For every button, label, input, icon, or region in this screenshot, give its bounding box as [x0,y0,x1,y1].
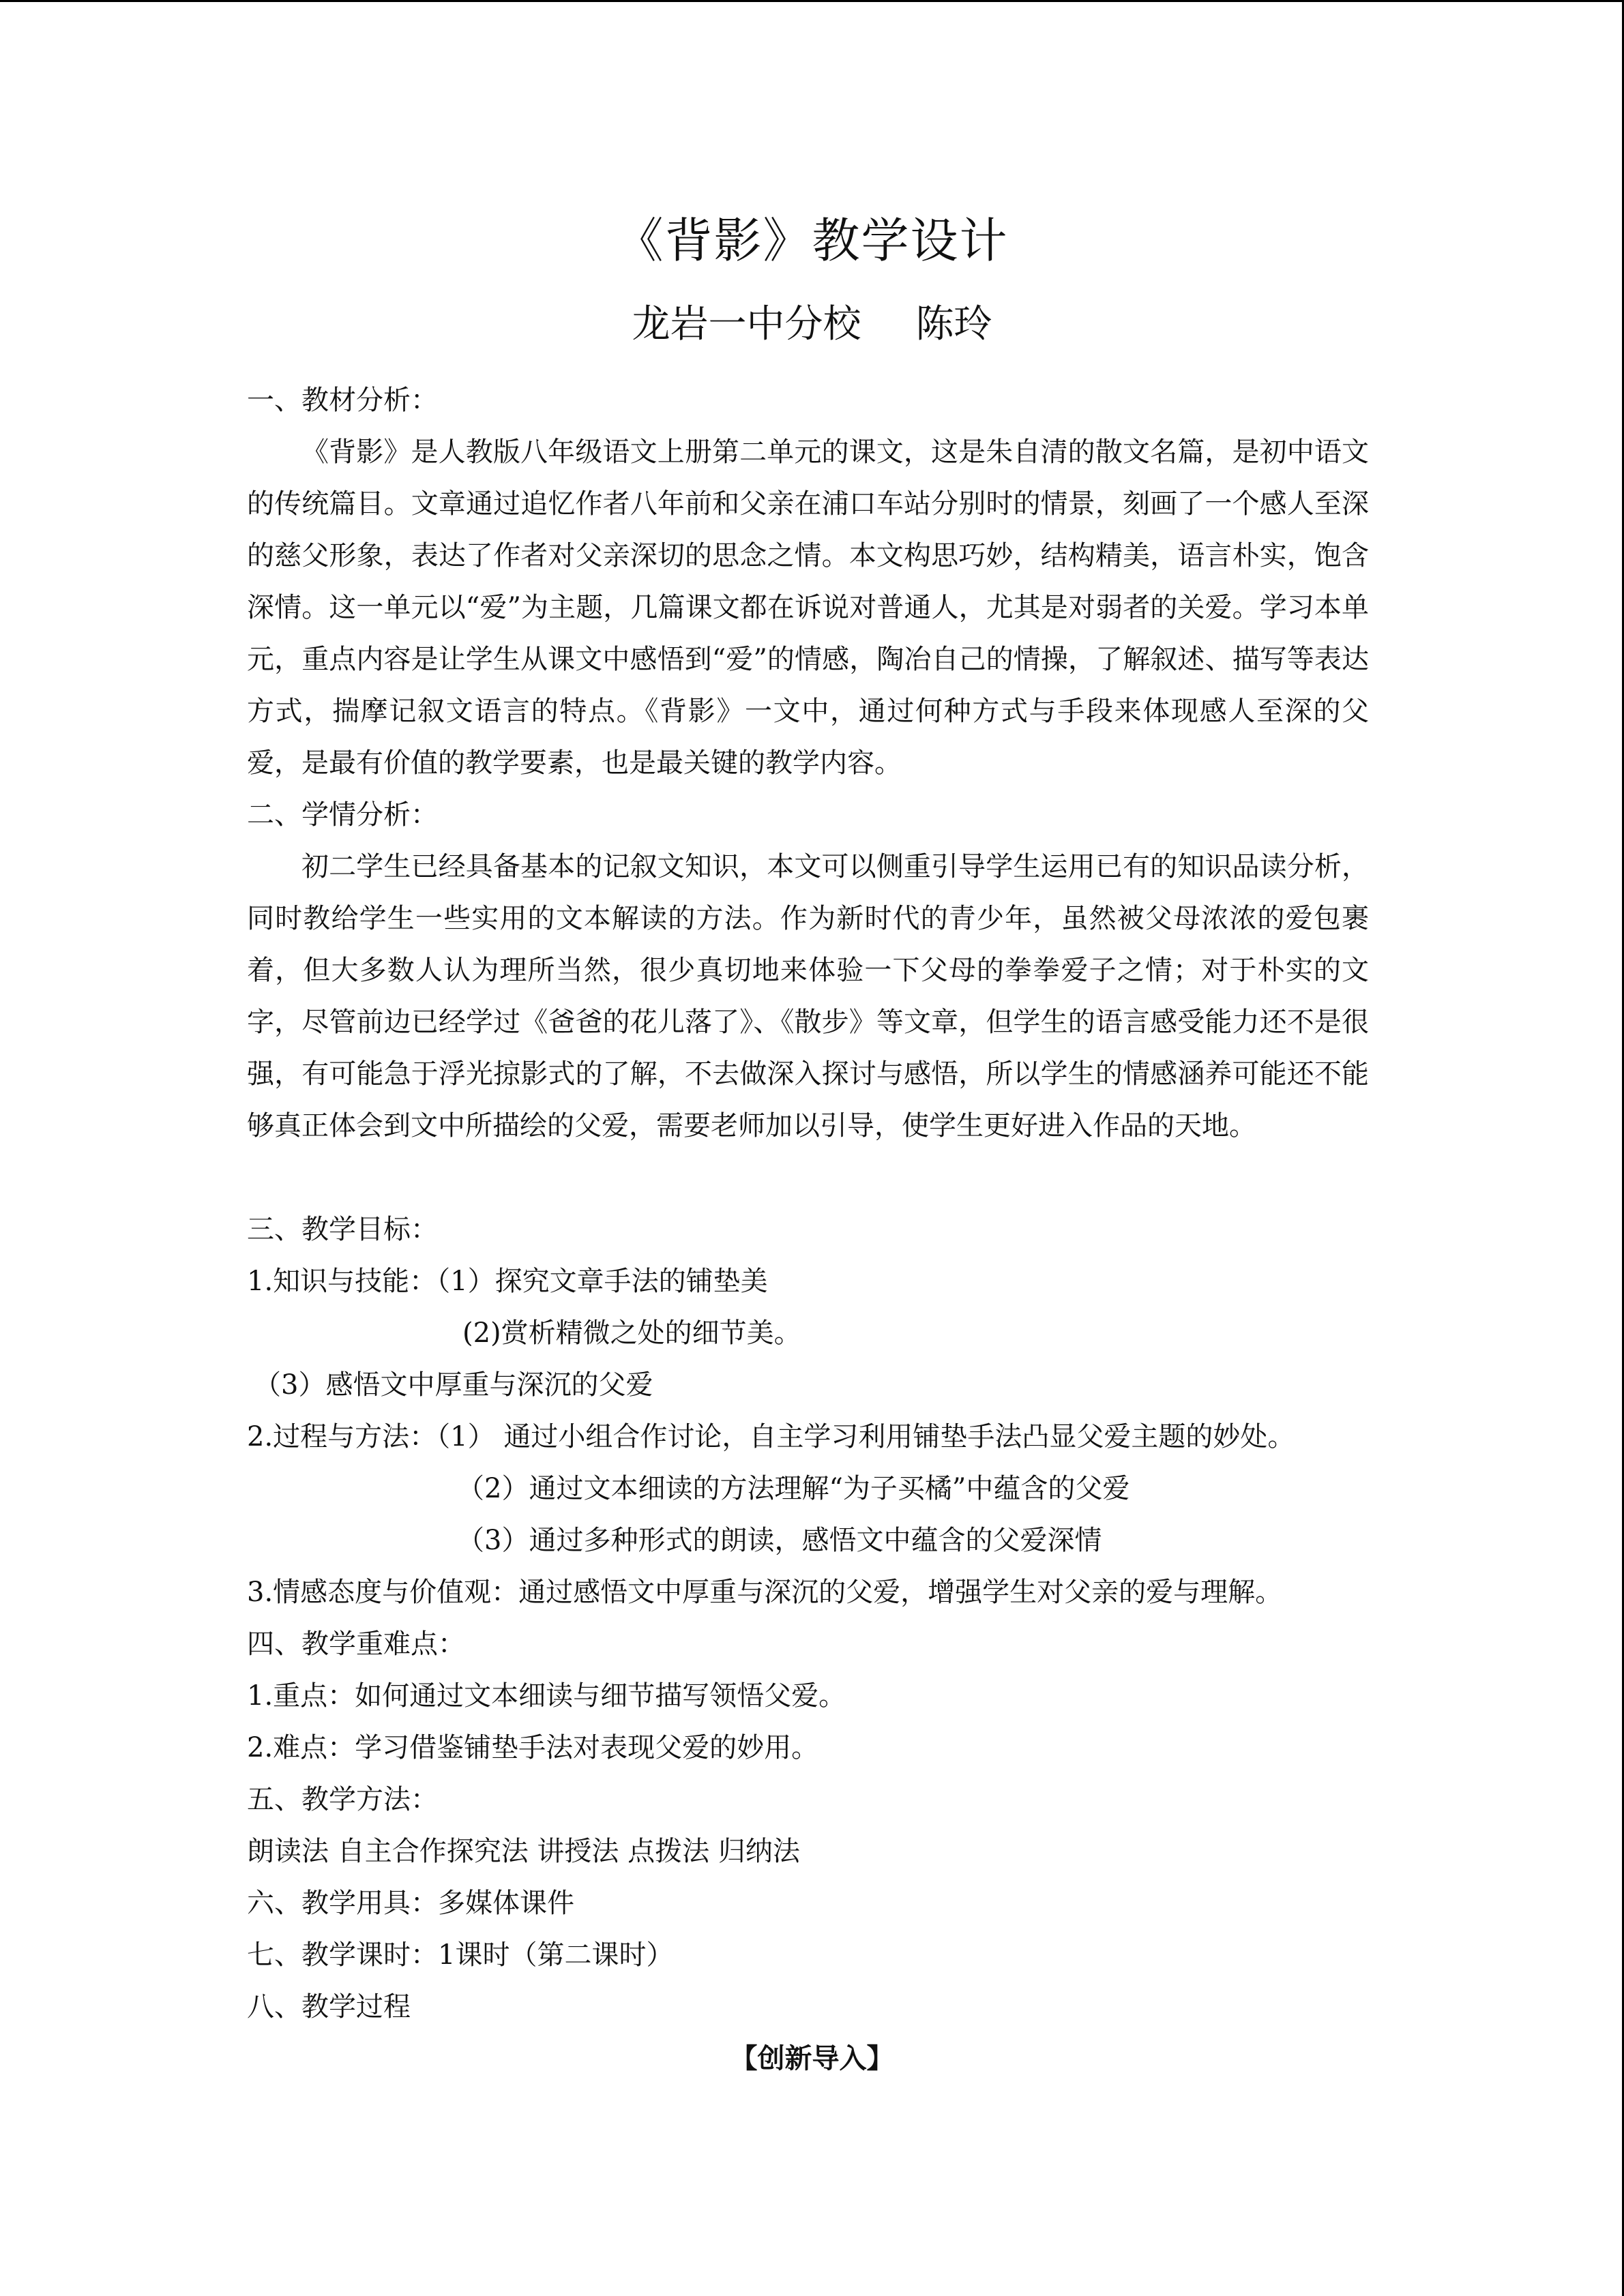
section-heading-students: 二、学情分析： [247,799,438,831]
author-line [0,294,1624,355]
goal-knowledge-line-3: （3）感悟文中厚重与深沉的父爱 [254,1369,653,1401]
section-heading-process: 八、教学过程 [247,1991,411,2023]
section-teaching-tools: 六、教学用具：多媒体课件 [247,1888,574,1919]
goal-knowledge-line-2: (2)赏析精微之处的细节美。 [462,1317,801,1349]
author-school: 龙岩一中分校 [632,302,861,346]
section-heading-key-points: 四、教学重难点： [247,1628,465,1660]
goal-knowledge-line-1: 1.知识与技能：（1）探究文章手法的铺垫美 [247,1266,768,1297]
materials-paragraph: 《背影》是人教版八年级语文上册第二单元的课文，这是朱自清的散文名篇，是初中语文的传统篇目。文章通过追忆作者八年前和父亲在浦口车站分别时的情景，刻画了一个感人至深的慈父形象，表达了作者对父亲深切的思念之情。本文构思巧妙，结构精美，语言朴实，饱含深情。这一单元以“爱”为主题，几篇课文都在诉说对普通人，尤其是对弱者的关爱。学习本单元，重点内容是让学生从课文中感悟到“爱”的情感，陶冶自己的情操，了解叙述、描写等表达方式，揣摩记叙文语言的特点。《背影》一文中，通过何种方式与手段来体现感人至深的父爱，是最有价值的教学要素，也是最关键的教学内容。 [247,436,1369,779]
students-paragraph: 初二学生已经具备基本的记叙文知识，本文可以侧重引导学生运用已有的知识品读分析，同时教给学生一些实用的文本解读的方法。作为新时代的青少年，虽然被父母浓浓的爱包裹着，但大多数人认为理所当然，很少真切地来体验一下父母的拳拳爱子之情；对于朴实的文字，尽管前边已经学过《爸爸的花儿落了》、《散步》等文章，但学生的语言感受能力还不是很强，有可能急于浮光掠影式的了解，不去做深入探讨与感悟，所以学生的情感涵养可能还不能够真正体会到文中所描绘的父爱，需要老师加以引导，使学生更好进入作品的天地。 [247,851,1369,1142]
methods-list: 朗读法 自主合作探究法 讲授法 点拨法 归纳法 [247,1836,800,1867]
section-class-hours: 七、教学课时：1课时（第二课时） [247,1939,674,1971]
key-point-item: 1.重点：如何通过文本细读与细节描写领悟父爱。 [247,1680,846,1712]
section-heading-materials: 一、教材分析： [247,385,438,416]
goal-attitude-line: 3.情感态度与价值观：通过感悟文中厚重与深沉的父爱，增强学生对父亲的爱与理解。 [247,1577,1283,1608]
goal-process-line-3: （3）通过多种形式的朗读，感悟文中蕴含的父爱深情 [457,1525,1102,1556]
difficult-point-item: 2.难点：学习借鉴铺垫手法对表现父爱的妙用。 [247,1732,819,1763]
goal-process-line-2: （2）通过文本细读的方法理解“为子买橘”中蕴含的父爱 [457,1473,1130,1504]
section-label-intro: 【创新导入】 [730,2042,894,2074]
section-heading-goals: 三、教学目标： [247,1214,438,1245]
goal-process-line-1: 2.过程与方法：（1） 通过小组合作讨论，自主学习利用铺垫手法凸显父爱主题的妙处。 [247,1421,1295,1452]
page-title: 《背影》教学设计 [615,213,1009,269]
author-name: 陈玲 [915,302,992,346]
section-heading-methods: 五、教学方法： [247,1784,438,1815]
